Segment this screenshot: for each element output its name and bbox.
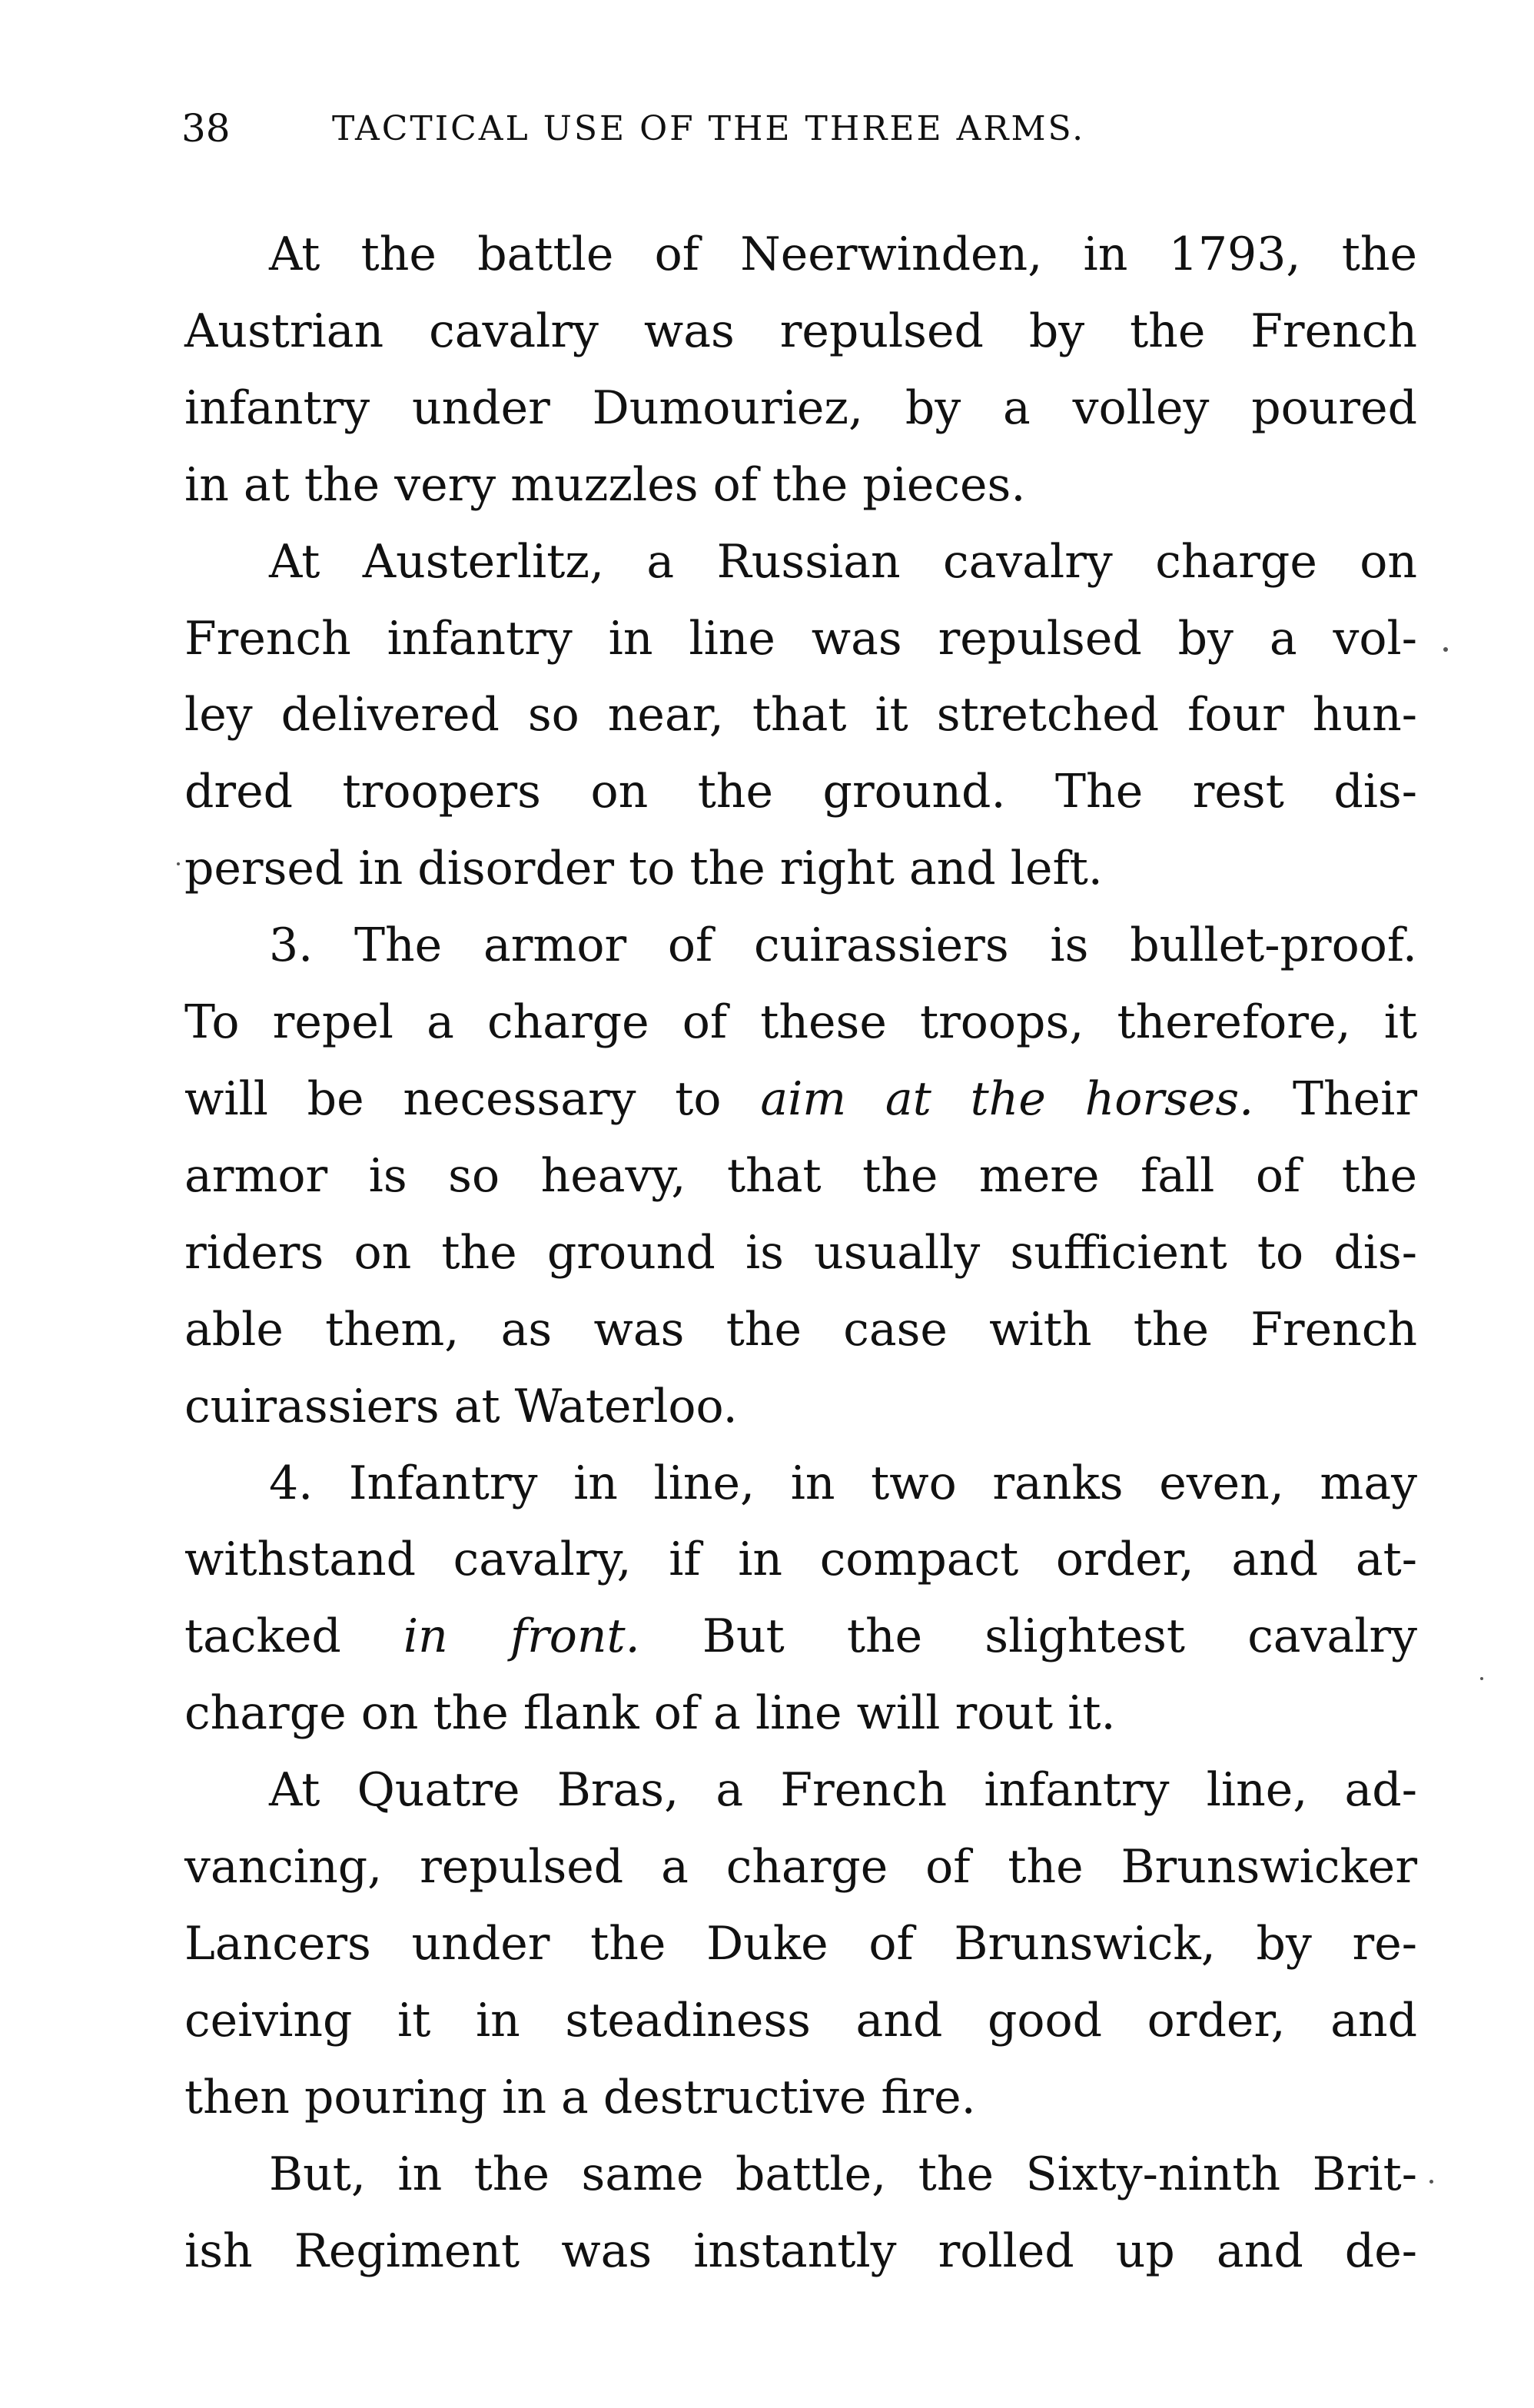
page-body — [184, 217, 1417, 2290]
text-run: Their — [1253, 1071, 1418, 1126]
page-header — [181, 106, 1426, 160]
text-line-with-emphasis — [184, 1599, 1417, 1676]
text-line: Lancers under the Duke of Brunswick, by re- — [184, 1916, 1417, 1971]
text-line: dred troopers on the ground. The rest dis- — [184, 765, 1417, 819]
emphasis-aim-at-the-horses: aim at the horses. — [760, 1071, 1254, 1126]
text-line: riders on the ground is usually sufficient to dis- — [184, 1225, 1417, 1280]
text-line: vancing, repulsed a charge of the Brunswicker — [184, 1840, 1417, 1895]
text-line: then pouring in a destructive fire. — [184, 2070, 976, 2124]
text-line: At Quatre Bras, a French infantry line, ad- — [269, 1763, 1417, 1818]
text-line: ley delivered so near, that it stretched four hun- — [184, 688, 1417, 742]
text-line: To repel a charge of these troops, therefore, it — [184, 995, 1417, 1050]
text-line: ish Regiment was instantly rolled up and de- — [184, 2224, 1417, 2278]
scan-speck — [1480, 1677, 1483, 1680]
paragraph-infantry-in-line — [184, 1446, 1417, 1753]
page-number: 38 — [181, 106, 231, 151]
text-line: At Austerlitz, a Russian cavalry charge on — [269, 534, 1417, 589]
text-line: French infantry in line was repulsed by a vol- — [184, 611, 1417, 666]
text-line: able them, as was the case with the French — [184, 1302, 1417, 1357]
text-line: cuirassiers at Waterloo. — [184, 1379, 738, 1433]
text-line: in at the very muzzles of the pieces. — [184, 457, 1026, 512]
running-title: TACTICAL USE OF THE THREE ARMS. — [332, 109, 1086, 148]
text-line: armor is so heavy, that the mere fall of the — [184, 1148, 1417, 1203]
scan-speck — [1429, 2180, 1433, 2184]
paragraph-austerlitz — [184, 524, 1417, 908]
scan-speck — [177, 862, 180, 865]
paragraph-sixty-ninth — [184, 2137, 1417, 2290]
emphasis-in-front: in front. — [403, 1609, 640, 1664]
paragraph-neerwinden — [184, 217, 1417, 524]
text-line: 4. Infantry in line, in two ranks even, may — [269, 1456, 1417, 1510]
text-line: charge on the flank of a line will rout it. — [184, 1686, 1116, 1741]
text-run: tacked — [184, 1609, 403, 1664]
scan-speck — [1443, 647, 1448, 652]
text-run: But the slightest cavalry — [639, 1609, 1418, 1664]
text-line: But, in the same battle, the Sixty-ninth Brit- — [269, 2147, 1417, 2201]
text-line: infantry under Dumouriez, by a volley poured — [184, 380, 1417, 435]
text-line: At the battle of Neerwinden, in 1793, the — [269, 228, 1417, 281]
text-line: Austrian cavalry was repulsed by the French — [184, 304, 1417, 358]
text-line-with-emphasis — [184, 1061, 1417, 1138]
paragraph-cuirassiers — [184, 908, 1417, 1445]
text-line: ceiving it in steadiness and good order, and — [184, 1993, 1417, 2048]
paragraph-quatre-bras — [184, 1752, 1417, 2137]
text-run: will be necessary to — [184, 1071, 761, 1126]
text-line: 3. The armor of cuirassiers is bullet-proof. — [269, 918, 1417, 973]
text-line: withstand cavalry, if in compact order, and at- — [184, 1533, 1417, 1587]
text-line: persed in disorder to the right and left. — [184, 842, 1103, 896]
